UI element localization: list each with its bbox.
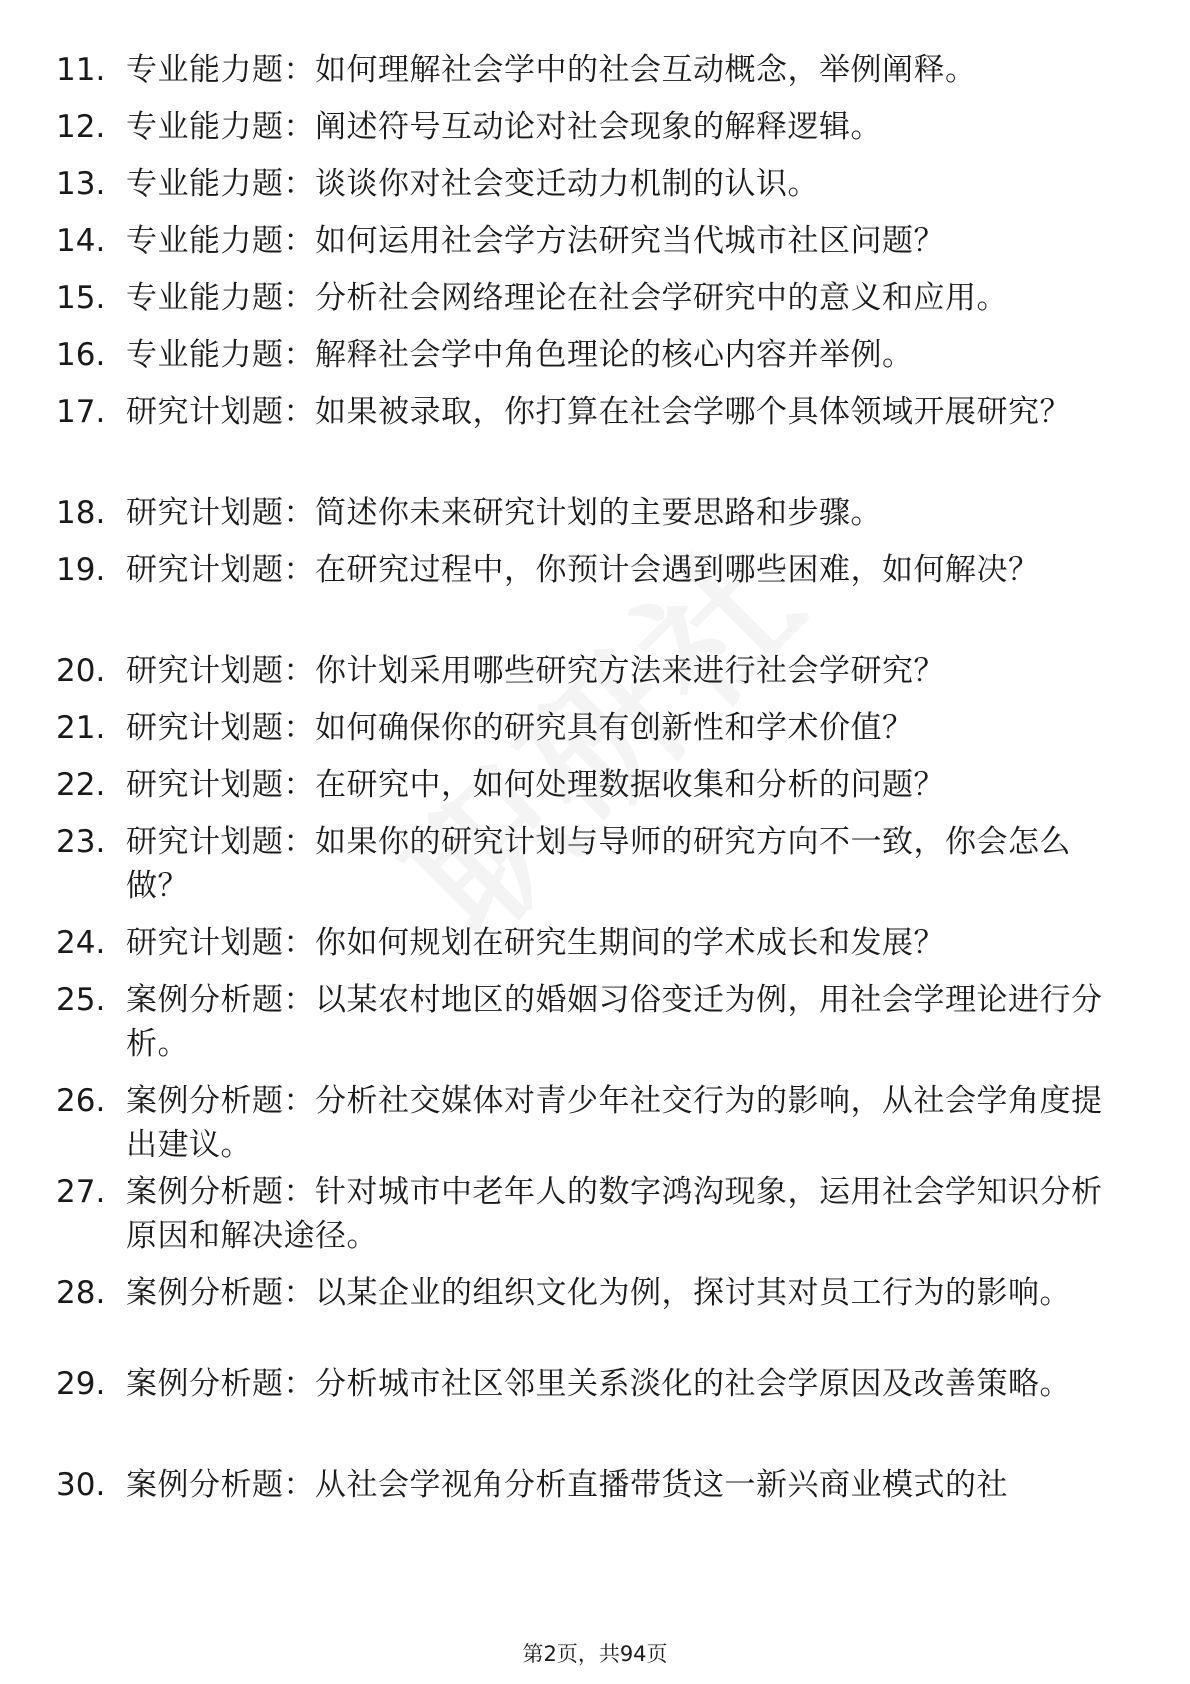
question-category: 案例分析题： — [126, 1083, 315, 1119]
question-category: 研究计划题： — [126, 495, 315, 531]
question-number: 15. — [56, 280, 106, 316]
question-body — [126, 1362, 1110, 1406]
question-number: 23. — [56, 824, 106, 860]
question-category: 研究计划题： — [126, 767, 315, 803]
question-category: 案例分析题： — [126, 1275, 315, 1311]
question-body — [126, 48, 1110, 92]
question-category: 专业能力题： — [126, 166, 315, 202]
question-number: 30. — [56, 1467, 106, 1503]
question-category: 研究计划题： — [126, 710, 315, 746]
question-category: 案例分析题： — [126, 982, 315, 1018]
question-body — [126, 820, 1110, 908]
question-body — [126, 1271, 1110, 1315]
question-number: 27. — [56, 1174, 106, 1210]
question-category: 案例分析题： — [126, 1366, 315, 1402]
question-text: 以某农村地区的婚姻习俗变迁为例，用社会学理论进行分析。 — [126, 982, 1103, 1062]
question-body — [126, 219, 1110, 263]
question-number: 14. — [56, 223, 106, 259]
question-category: 专业能力题： — [126, 52, 315, 88]
question-body — [126, 1170, 1110, 1258]
question-number: 24. — [56, 925, 106, 961]
question-number: 25. — [56, 982, 106, 1018]
question-text: 如果被录取，你打算在社会学哪个具体领域开展研究？ — [315, 394, 1071, 430]
question-text: 你如何规划在研究生期间的学术成长和发展？ — [315, 925, 945, 961]
question-text: 解释社会学中角色理论的核心内容并举例。 — [315, 337, 914, 373]
question-number: 17. — [56, 394, 106, 430]
question-text: 在研究中，如何处理数据收集和分析的问题？ — [315, 767, 945, 803]
question-body — [126, 706, 1110, 750]
question-category: 研究计划题： — [126, 394, 315, 430]
question-number: 18. — [56, 495, 106, 531]
question-body — [126, 276, 1110, 320]
question-text: 简述你未来研究计划的主要思路和步骤。 — [315, 495, 882, 531]
question-text: 以某企业的组织文化为例，探讨其对员工行为的影响。 — [315, 1275, 1071, 1311]
question-category: 专业能力题： — [126, 280, 315, 316]
question-body — [126, 333, 1110, 377]
question-category: 专业能力题： — [126, 109, 315, 145]
page-footer: 第2页，共94页 — [522, 1642, 668, 1666]
question-text: 你计划采用哪些研究方法来进行社会学研究？ — [315, 653, 945, 689]
question-number: 20. — [56, 653, 106, 689]
question-category: 研究计划题： — [126, 552, 315, 588]
question-text: 分析社会网络理论在社会学研究中的意义和应用。 — [315, 280, 1008, 316]
question-body — [126, 491, 1110, 535]
question-body — [126, 1463, 1110, 1507]
question-number: 19. — [56, 552, 106, 588]
question-text: 如何理解社会学中的社会互动概念，举例阐释。 — [315, 52, 977, 88]
question-category: 专业能力题： — [126, 337, 315, 373]
question-number: 26. — [56, 1083, 106, 1119]
question-text: 谈谈你对社会变迁动力机制的认识。 — [315, 166, 819, 202]
question-body — [126, 1079, 1110, 1167]
question-text: 分析社交媒体对青少年社交行为的影响，从社会学角度提出建议。 — [126, 1083, 1103, 1163]
question-category: 研究计划题： — [126, 925, 315, 961]
question-body — [126, 763, 1110, 807]
question-category: 案例分析题： — [126, 1467, 315, 1503]
question-body — [126, 649, 1110, 693]
question-body — [126, 162, 1110, 206]
question-category: 研究计划题： — [126, 653, 315, 689]
question-text: 针对城市中老年人的数字鸿沟现象，运用社会学知识分析原因和解决途径。 — [126, 1174, 1103, 1254]
question-text: 如何运用社会学方法研究当代城市社区问题？ — [315, 223, 945, 259]
question-number: 21. — [56, 710, 106, 746]
question-number: 16. — [56, 337, 106, 373]
question-number: 29. — [56, 1366, 106, 1402]
question-body — [126, 105, 1110, 149]
question-text: 从社会学视角分析直播带货这一新兴商业模式的社 — [315, 1467, 1008, 1503]
question-number: 13. — [56, 166, 106, 202]
question-body — [126, 548, 1110, 592]
question-body — [126, 978, 1110, 1066]
question-text: 分析城市社区邻里关系淡化的社会学原因及改善策略。 — [315, 1366, 1071, 1402]
question-number: 28. — [56, 1275, 106, 1311]
question-text: 如果你的研究计划与导师的研究方向不一致，你会怎么做？ — [126, 824, 1071, 904]
question-text: 阐述符号互动论对社会现象的解释逻辑。 — [315, 109, 882, 145]
question-number: 11. — [56, 52, 106, 88]
question-text: 如何确保你的研究具有创新性和学术价值？ — [315, 710, 914, 746]
question-body — [126, 390, 1110, 434]
question-category: 专业能力题： — [126, 223, 315, 259]
question-category: 研究计划题： — [126, 824, 315, 860]
question-number: 22. — [56, 767, 106, 803]
question-text: 在研究过程中，你预计会遇到哪些困难，如何解决？ — [315, 552, 1040, 588]
question-number: 12. — [56, 109, 106, 145]
question-body — [126, 921, 1110, 965]
question-category: 案例分析题： — [126, 1174, 315, 1210]
